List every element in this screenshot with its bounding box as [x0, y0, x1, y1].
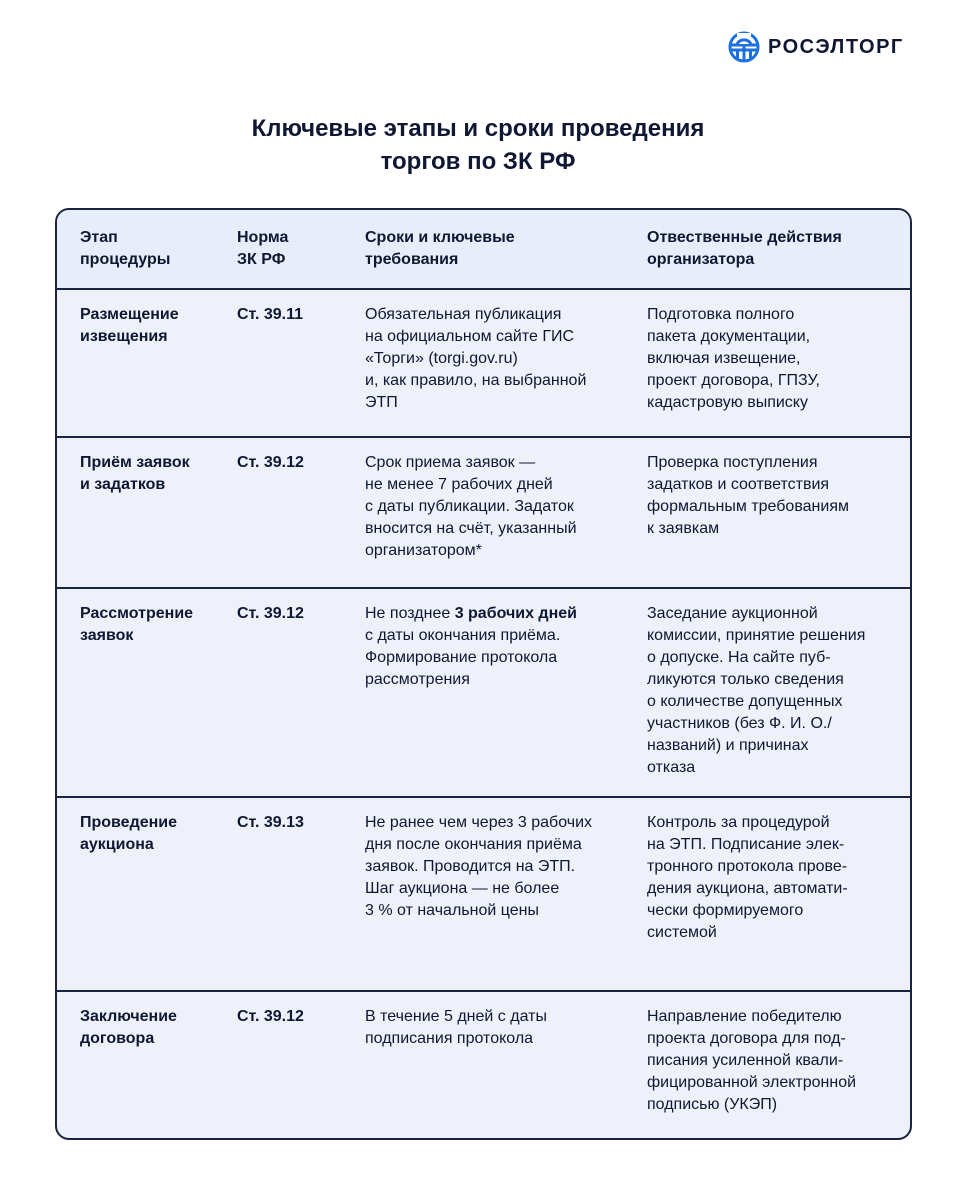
roseltorg-logo-icon: [728, 31, 760, 63]
row-actions: Подготовка полного пакета документации, включая извещение, проект договора, ГПЗУ, кадастровую выписку: [647, 306, 820, 411]
row-terms: Обязательная публикация на официальном сайте ГИС «Торги» (torgi.gov.ru) и, как правило, на выбранной ЭТП: [365, 306, 587, 411]
row-terms: Не ранее чем через 3 рабочих дня после окончания приёма заявок. Проводится на ЭТП. Шаг аукциона — не более 3 % от начальной цены: [365, 814, 593, 919]
row-stage: Приём заявок и задатков: [80, 454, 190, 493]
table-row: [57, 290, 910, 437]
page-title-line-1: Ключевые этапы и сроки проведения: [251, 115, 705, 142]
row-actions: Проверка поступления задатков и соответствия формальным требованиям к заявкам: [647, 454, 849, 537]
header-stage: Этап процедуры: [80, 229, 171, 268]
table-row: [57, 992, 910, 1140]
row-actions: Направление победителю проекта договора для под- писания усиленной квали- фицированной электронной подписью (УКЭП): [647, 1008, 857, 1113]
row-stage: Проведение аукциона: [80, 814, 178, 853]
row-terms: В течение 5 дней с даты подписания протокола: [365, 1008, 547, 1047]
row-norm: Ст. 39.12: [237, 454, 304, 471]
row-stage: Заключение договора: [80, 1008, 177, 1047]
stages-table: [55, 208, 912, 1140]
row-stage: Размещение извещения: [80, 306, 179, 345]
table-header: [57, 210, 910, 289]
brand-name: РОСЭЛТОРГ: [768, 35, 904, 58]
row-terms: Не позднее 3 рабочих дней с даты окончания приёма. Формирование протокола рассмотрения: [365, 605, 577, 688]
table-row: [57, 438, 910, 588]
header-norm: Норма ЗК РФ: [237, 229, 289, 268]
row-norm: Ст. 39.12: [237, 605, 304, 622]
header-actions: Отвественные действия организатора: [647, 229, 842, 268]
row-norm: Ст. 39.12: [237, 1008, 304, 1025]
brand-logo: [728, 30, 904, 64]
row-norm: Ст. 39.13: [237, 814, 304, 831]
row-actions: Контроль за процедурой на ЭТП. Подписание элек- тронного протокола прове- дения аукциона, автомати- чески формируемого системой: [647, 814, 848, 941]
table-row: [57, 798, 910, 990]
row-stage: Рассмотрение заявок: [80, 605, 194, 644]
row-norm: Ст. 39.11: [237, 306, 304, 323]
row-actions: Заседание аукционной комиссии, принятие решения о допуске. На сайте пуб- ликуются только сведения о количестве допущенных участников (без Ф. И. О./ названий) и причинах отказа: [647, 605, 866, 776]
row-terms: Срок приема заявок — не менее 7 рабочих дней с даты публикации. Задаток вносится на счёт, указанный организатором*: [365, 454, 577, 559]
header-terms: Сроки и ключевые требования: [365, 229, 515, 268]
table-row: [57, 589, 910, 796]
page-title-line-2: торгов по ЗК РФ: [380, 148, 576, 175]
page-title: [0, 112, 956, 178]
